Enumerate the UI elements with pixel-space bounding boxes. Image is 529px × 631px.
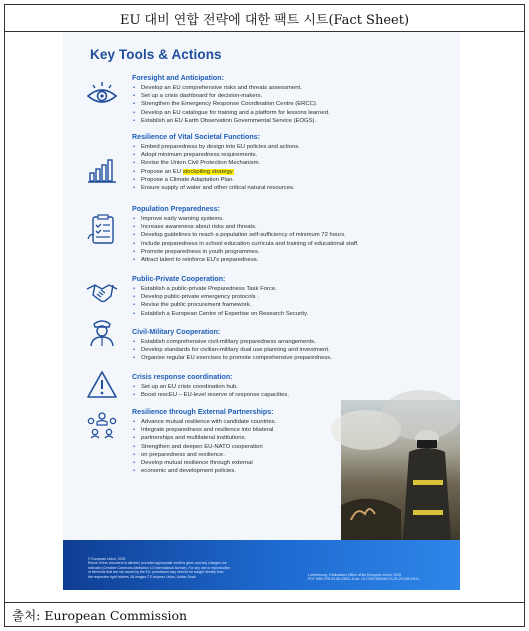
footer-line: Reuse of this document is allowed, provided appropriate credit is given and any changes are — [88, 561, 227, 566]
list-item: • Develop an EU catalogue for training and a platform for lessons learned. — [132, 109, 330, 117]
list-item: • Propose an EU stockpiling strategy. — [132, 168, 300, 176]
bar-chart-icon — [85, 151, 119, 185]
footer-band — [63, 540, 460, 590]
list-item: • Develop public-private emergency protocols . — [132, 293, 308, 301]
list-item: • economic and development policies. — [132, 467, 276, 475]
officer-icon — [85, 315, 119, 349]
firefighter-photo — [341, 400, 460, 540]
list-item: • Develop mutual resilience through external — [132, 459, 276, 467]
list-item: • Set up a crisis dashboard for decision-makers. — [132, 92, 330, 100]
bullet-list — [132, 418, 276, 475]
list-item: • Propose a Climate Adaptation Plan. — [132, 176, 300, 184]
footer-line: © European Union, 2025 — [88, 557, 126, 561]
eye-icon — [85, 79, 119, 113]
section-title: Resilience through External Partnerships: — [132, 408, 274, 416]
footer-line: the respective right holders. All images © European Union, Adobe Stock — [88, 574, 196, 579]
list-item: • Attract talent to reinforce EU's preparedness. — [132, 256, 359, 264]
handshake-icon — [85, 275, 119, 309]
footer-line: Luxembourg: Publications Office of the European Union, 2025 — [308, 573, 402, 577]
fact-sheet-page — [63, 32, 460, 590]
page-heading: Key Tools & Actions — [90, 47, 222, 62]
footer-copyright — [88, 557, 230, 579]
bullet-list — [132, 84, 330, 125]
warning-icon — [85, 368, 119, 402]
list-item: • Increase awareness about risks and threats. — [132, 223, 359, 231]
footer-publication-info — [308, 573, 419, 582]
list-item: • Establish a European Centre of Expertise on Research Security. — [132, 310, 308, 318]
list-item: • Revise the public procurement framework. — [132, 301, 308, 309]
list-item: • Promote preparedness in youth programmes. — [132, 248, 359, 256]
checklist-icon — [85, 213, 119, 247]
section-title: Resilience of Vital Societal Functions: — [132, 133, 260, 141]
list-item: • Ensure supply of water and other critical natural resources. — [132, 184, 300, 192]
list-item: • Set up an EU crisis coordination hub. — [132, 383, 289, 391]
list-item: • Establish comprehensive civil-military preparedness arrangements. — [132, 338, 332, 346]
list-item: • Strengthen the Emergency Response Coordination Centre (ERCC). — [132, 100, 330, 108]
list-item: • Strengthen and deepen EU-NATO cooperation — [132, 443, 276, 451]
section-title: Population Preparedness: — [132, 205, 220, 213]
people-network-icon — [85, 408, 119, 442]
list-item: • Improve early warning systems. — [132, 215, 359, 223]
list-item: • Integrate preparedness and resilience into bilateral — [132, 426, 276, 434]
list-item: • Include preparedness in school education curricula and training of educational staff. — [132, 240, 359, 248]
section-title: Foresight and Anticipation: — [132, 74, 224, 82]
section-title: Crisis response coordination: — [132, 373, 233, 381]
highlighted-text: stockpiling strategy. — [182, 168, 234, 175]
bullet-list — [132, 338, 332, 363]
list-item: • Develop standards for civilian-military dual use planning and investment. — [132, 346, 332, 354]
list-item: • Boost rescEU – EU-level reserve of response capacities. — [132, 391, 289, 399]
list-item: • Revise the Union Civil Protection Mechanism. — [132, 159, 300, 167]
bullet-list — [132, 143, 300, 192]
list-item: • Establish a public-private Preparedness Task Force. — [132, 285, 308, 293]
firefighter-figure — [341, 400, 460, 540]
source-caption: 출처: European Commission — [5, 602, 524, 626]
list-item: • Develop an EU comprehensive risks and threats assessment. — [132, 84, 330, 92]
list-item: • Establish an EU Earth Observation Governmental Service (EOGS). — [132, 117, 330, 125]
list-item: • Embed preparedness by design into EU policies and actions. — [132, 143, 300, 151]
section-title: Public-Private Cooperation: — [132, 275, 226, 283]
bullet-list — [132, 215, 359, 264]
table-title: EU 대비 연합 전략에 대한 팩트 시트(Fact Sheet) — [5, 5, 524, 32]
bullet-list — [132, 383, 289, 399]
list-item: • Adopt minimum preparedness requirements. — [132, 151, 300, 159]
footer-line: of elements that are not owned by the EU, permission may need to be sought directly from — [88, 570, 224, 575]
list-item: • on preparedness and resilience. — [132, 451, 276, 459]
bullet-list — [132, 285, 308, 318]
list-item: • partnerships and multilateral institutions. — [132, 434, 276, 442]
list-item: • Develop guidelines to reach a population self-sufficiency of minimum 72 hours. — [132, 231, 359, 239]
list-item: • Advance mutual resilience with candidate countries. — [132, 418, 276, 426]
footer-line: indicated (Creative Commons Attribution 4.0 International license). For any use or reproduction — [88, 565, 231, 570]
footer-line: PDF ISBN 978-92-68-23821-6 doi: 10.2792/7800446 KA-01-25-038-EN-N — [308, 577, 419, 582]
section-title: Civil-Military Cooperation: — [132, 328, 221, 336]
list-item: • Organise regular EU exercises to promote comprehensive preparedness. — [132, 354, 332, 362]
